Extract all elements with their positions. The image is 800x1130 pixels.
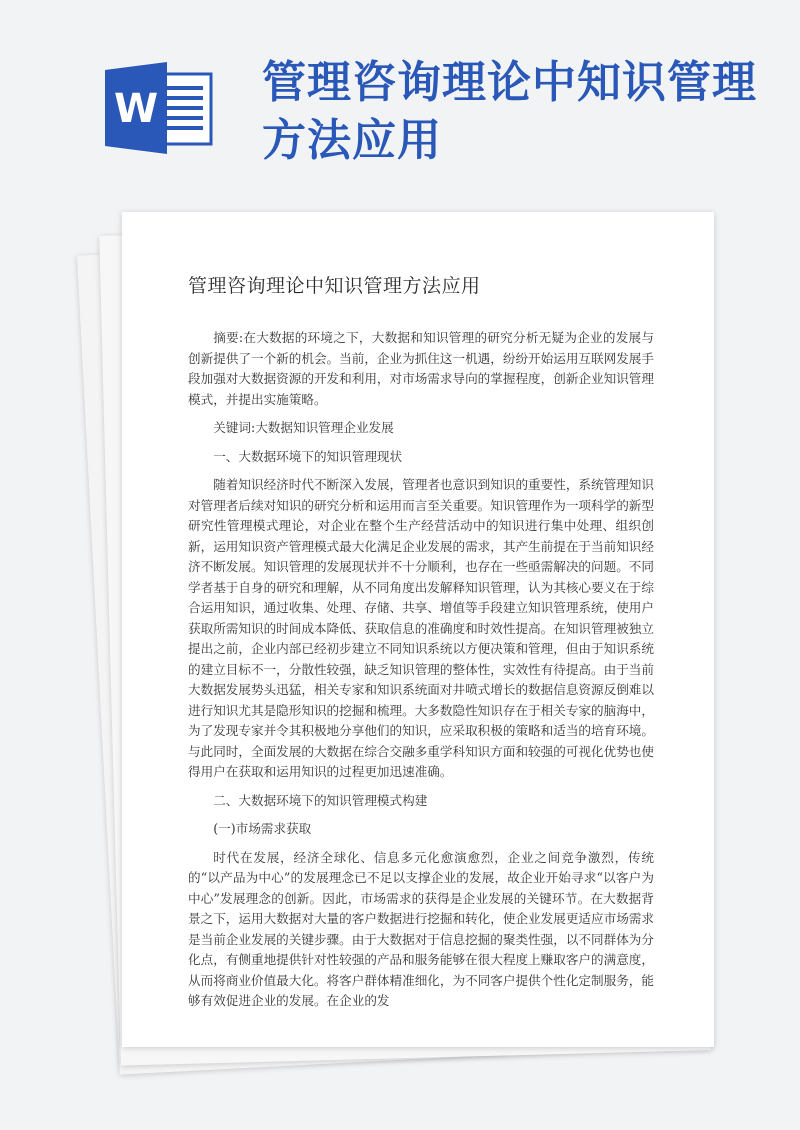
document-body	[188, 272, 654, 1020]
abstract: 摘要:在大数据的环境之下，大数据和知识管理的研究分析无疑为企业的发展与创新提供了一个新的机会。当前，企业为抓住这一机遇，纷纷开始运用互联网发展手段加强对大数据资源的开发和利用，对市场需求导向的掌握程度，创新企业知识管理模式，并提出实施策略。	[188, 330, 654, 407]
document-page	[122, 212, 714, 1047]
banner-title: 管理咨询理论中知识管理方法应用	[262, 57, 757, 166]
subsection-heading: (一)市场需求获取	[213, 821, 312, 836]
section-heading: 二、大数据环境下的知识管理模式构建	[213, 792, 428, 808]
keywords: 关键词:大数据知识管理企业发展	[213, 420, 394, 435]
word-icon-letter: W	[113, 86, 159, 132]
section-body: 随着知识经济时代不断深入发展，管理者也意识到知识的重要性，系统管理知识对管理者后续对知识的研究分析和运用而言至关重要。知识管理作为一项科学的新型研究性管理模式理论，对企业在整个生产经营活动中的知识进行集中处理、组织创新，运用知识资产管理模式最大化满足企业发展的需求，其产生前提在于当前知识经济不断发展。知识管理的发展现状并不十分顺利，也存在一些亟需解决的问题。不同学者基于自身的研究和理解，从不同角度出发解释知识管理，认为其核心要义在于综合运用知识，通过收集、处理、存储、共享、增值等手段建立知识管理系统，使用户获取所需知识的时间成本降低、获取信息的准确度和时效性提高。在知识管理被独立提出之前，企业内部已经初步建立不同知识系统以方便决策和管理，但由于知识系统的建立目标不一，分散性较强，缺乏知识管理的整体性，实效性有待提高。由于当前大数据发展势头迅猛，相关专家和知识系统面对井喷式增长的数据信息资源反倒难以进行知识尤其是隐形知识的挖掘和梳理。大多数隐性知识存在于相关专家的脑海中，为了发现专家并令其积极地分享他们的知识，应采取积极的策略和适当的培育环境。与此同时，全面发展的大数据在综合交融多重学科知识方面和较强的可视化优势也使得用户在获取和运用知识的过程更加迅速准确。	[188, 477, 654, 779]
banner	[0, 0, 800, 210]
section-heading: 一、大数据环境下的知识管理现状	[213, 448, 403, 464]
word-icon	[105, 62, 213, 154]
subsection-body: 时代在发展，经济全球化、信息多元化愈演愈烈，企业之间竞争激烈，传统的“以产品为中心”的发展理念已不足以支撑企业的发展，故企业开始寻求“以客户为中心”发展理念的创新。因此，市场需求的获得是企业发展的关键环节。在大数据背景之下，运用大数据对大量的客户数据进行挖掘和转化，使企业发展更适应市场需求是当前企业发展的关键步骤。由于大数据对于信息挖掘的聚类性强，以不同群体为分化点，有侧重地提供针对性较强的产品和服务能够在很大程度上赚取客户的满意度，从而将商业价值最大化。将客户群体精准细化，为不同客户提供个性化定制服务，能够有效促进企业的发展。在企业的发	[188, 849, 654, 1008]
document-title: 管理咨询理论中知识管理方法应用	[188, 275, 481, 297]
